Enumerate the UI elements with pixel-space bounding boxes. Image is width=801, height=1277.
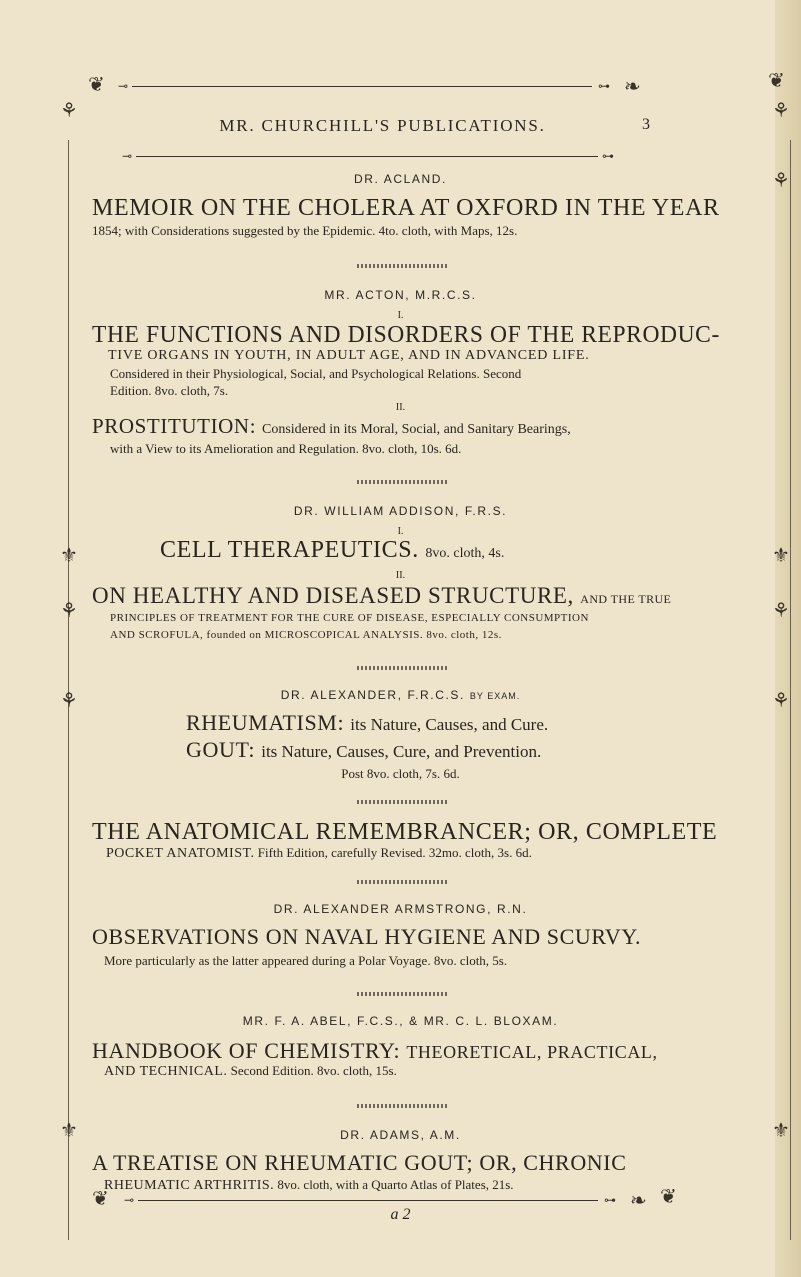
- corner-ornament-icon: ❦: [660, 1184, 677, 1208]
- rule-ornament-icon: ⊸: [122, 149, 133, 163]
- work-title-tail: 8vo. cloth, 4s.: [425, 546, 505, 561]
- side-ornament-icon: ⚜: [772, 543, 790, 567]
- work-title: [186, 739, 541, 761]
- work-description: Considered in their Physiological, Social, and Psychological Relations. Second: [110, 366, 522, 381]
- side-ornament-icon: ⚘: [772, 688, 790, 712]
- rule-ornament-icon: ⊶: [604, 1193, 616, 1207]
- rule-ornament-icon: ⊸: [118, 79, 129, 93]
- work-title-continued: RHEUMATIC ARTHRITIS.: [104, 1178, 275, 1193]
- work-title-main: RHEUMATISM:: [186, 710, 345, 735]
- section-divider: [357, 264, 447, 268]
- work-numeral: II.: [395, 402, 406, 413]
- head-rule: [136, 156, 598, 157]
- work-title: MEMOIR ON THE CHOLERA AT OXFORD IN THE YEAR: [92, 195, 720, 221]
- work-description: AND SCROFULA, founded on MICROSCOPICAL ANALYSIS. 8vo. cloth, 12s.: [110, 629, 502, 641]
- section-divider: [357, 800, 447, 804]
- work-title: THE ANATOMICAL REMEMBRANCER; OR, COMPLETE: [92, 819, 718, 845]
- corner-ornament-icon: ❦: [92, 1186, 109, 1210]
- work-title-continued: TIVE ORGANS IN YOUTH, IN ADULT AGE, AND IN ADVANCED LIFE.: [108, 348, 590, 363]
- bottom-rule: [138, 1200, 598, 1201]
- work-edition: Second Edition. 8vo. cloth, 15s.: [230, 1063, 397, 1078]
- section-divider: [357, 666, 447, 670]
- side-ornament-icon: ⚜: [60, 1118, 78, 1142]
- work-title: [92, 1040, 658, 1062]
- work-description: More particularly as the latter appeared during a Polar Voyage. 8vo. cloth, 5s.: [104, 953, 508, 968]
- corner-ornament-icon: ❦: [88, 72, 105, 96]
- page-number: 3: [642, 116, 650, 133]
- work-description: with a View to its Amelioration and Regulation. 8vo. cloth, 10s. 6d.: [110, 441, 462, 456]
- side-ornament-icon: ⚘: [772, 598, 790, 622]
- work-description: Edition. 8vo. cloth, 7s.: [110, 383, 229, 398]
- work-title-main: CELL THERAPEUTICS.: [160, 537, 419, 563]
- work-description: [106, 844, 532, 862]
- corner-ornament-icon: ❦: [768, 68, 785, 92]
- section-divider: [357, 480, 447, 484]
- work-title: [186, 712, 548, 734]
- side-ornament-icon: ⚘: [772, 168, 790, 192]
- work-description: PRINCIPLES OF TREATMENT FOR THE CURE OF DISEASE, ESPECIALLY CONSUMPTION: [110, 612, 589, 624]
- work-title-main: HANDBOOK OF CHEMISTRY:: [92, 1038, 401, 1063]
- work-numeral: I.: [397, 526, 404, 537]
- section-divider: [357, 1104, 447, 1108]
- work-description: [104, 1176, 514, 1194]
- signature-mark: a 2: [390, 1206, 411, 1223]
- side-ornament-icon: ⚜: [772, 1118, 790, 1142]
- work-title-main: ON HEALTHY AND DISEASED STRUCTURE,: [92, 583, 574, 608]
- work-title: [92, 584, 671, 607]
- work-title: [92, 416, 571, 437]
- work-title-tail: THEORETICAL, PRACTICAL,: [406, 1042, 658, 1062]
- author-heading: MR. F. A. ABEL, F.C.S., & MR. C. L. BLOXAM.: [242, 1014, 559, 1028]
- top-rule: [132, 86, 592, 87]
- rule-ornament-icon: ⊶: [602, 149, 614, 163]
- work-title-tail: its Nature, Causes, and Cure.: [350, 715, 549, 734]
- author-heading: DR. WILLIAM ADDISON, F.R.S.: [293, 504, 508, 518]
- work-title-main: PROSTITUTION:: [92, 414, 257, 438]
- flourish-ornament-icon: ❧: [630, 1188, 647, 1212]
- work-title: THE FUNCTIONS AND DISORDERS OF THE REPRODUC-: [92, 322, 720, 348]
- rule-ornament-icon: ⊸: [124, 1193, 135, 1207]
- side-ornament-icon: ⚘: [60, 688, 78, 712]
- work-title: [160, 538, 504, 562]
- section-divider: [357, 992, 447, 996]
- author-heading: MR. ACTON, M.R.C.S.: [324, 288, 477, 302]
- author-heading: DR. ADAMS, A.M.: [340, 1128, 461, 1142]
- work-edition: 8vo. cloth, with a Quarto Atlas of Plates, 21s.: [277, 1177, 514, 1192]
- work-title-tail: its Nature, Causes, Cure, and Prevention.: [261, 742, 542, 761]
- work-title-tail: AND THE TRUE: [580, 592, 672, 606]
- flourish-ornament-icon: ❧: [624, 74, 641, 98]
- side-ornament-icon: ⚘: [60, 598, 78, 622]
- work-numeral: II.: [395, 570, 406, 581]
- work-numeral: I.: [397, 310, 404, 321]
- side-ornament-icon: ⚘: [60, 98, 78, 122]
- work-title-main: GOUT:: [186, 737, 256, 762]
- side-ornament-icon: ⚘: [772, 98, 790, 122]
- work-title: A TREATISE ON RHEUMATIC GOUT; OR, CHRONIC: [92, 1150, 627, 1175]
- side-ornament-icon: ⚜: [60, 543, 78, 567]
- author-heading: DR. ACLAND.: [354, 172, 447, 186]
- work-edition: Fifth Edition, carefully Revised. 32mo. cloth, 3s. 6d.: [257, 845, 532, 860]
- author-name: DR. ALEXANDER, F.R.C.S.: [280, 688, 465, 702]
- author-suffix: BY EXAM.: [469, 691, 521, 701]
- author-heading: [0, 688, 801, 702]
- running-head: MR. CHURCHILL'S PUBLICATIONS.: [219, 116, 546, 135]
- work-title-tail: Considered in its Moral, Social, and Sanitary Bearings,: [262, 422, 571, 437]
- work-description: 1854; with Considerations suggested by the Epidemic. 4to. cloth, with Maps, 12s.: [92, 223, 518, 238]
- section-divider: [357, 880, 447, 884]
- work-title: OBSERVATIONS ON NAVAL HYGIENE AND SCURVY.: [92, 924, 642, 949]
- work-title-continued: AND TECHNICAL.: [104, 1064, 228, 1079]
- work-title-continued: POCKET ANATOMIST.: [106, 846, 255, 861]
- author-heading: DR. ALEXANDER ARMSTRONG, R.N.: [273, 902, 528, 916]
- work-description: [104, 1062, 397, 1080]
- rule-ornament-icon: ⊶: [598, 79, 610, 93]
- work-description: Post 8vo. cloth, 7s. 6d.: [341, 766, 460, 781]
